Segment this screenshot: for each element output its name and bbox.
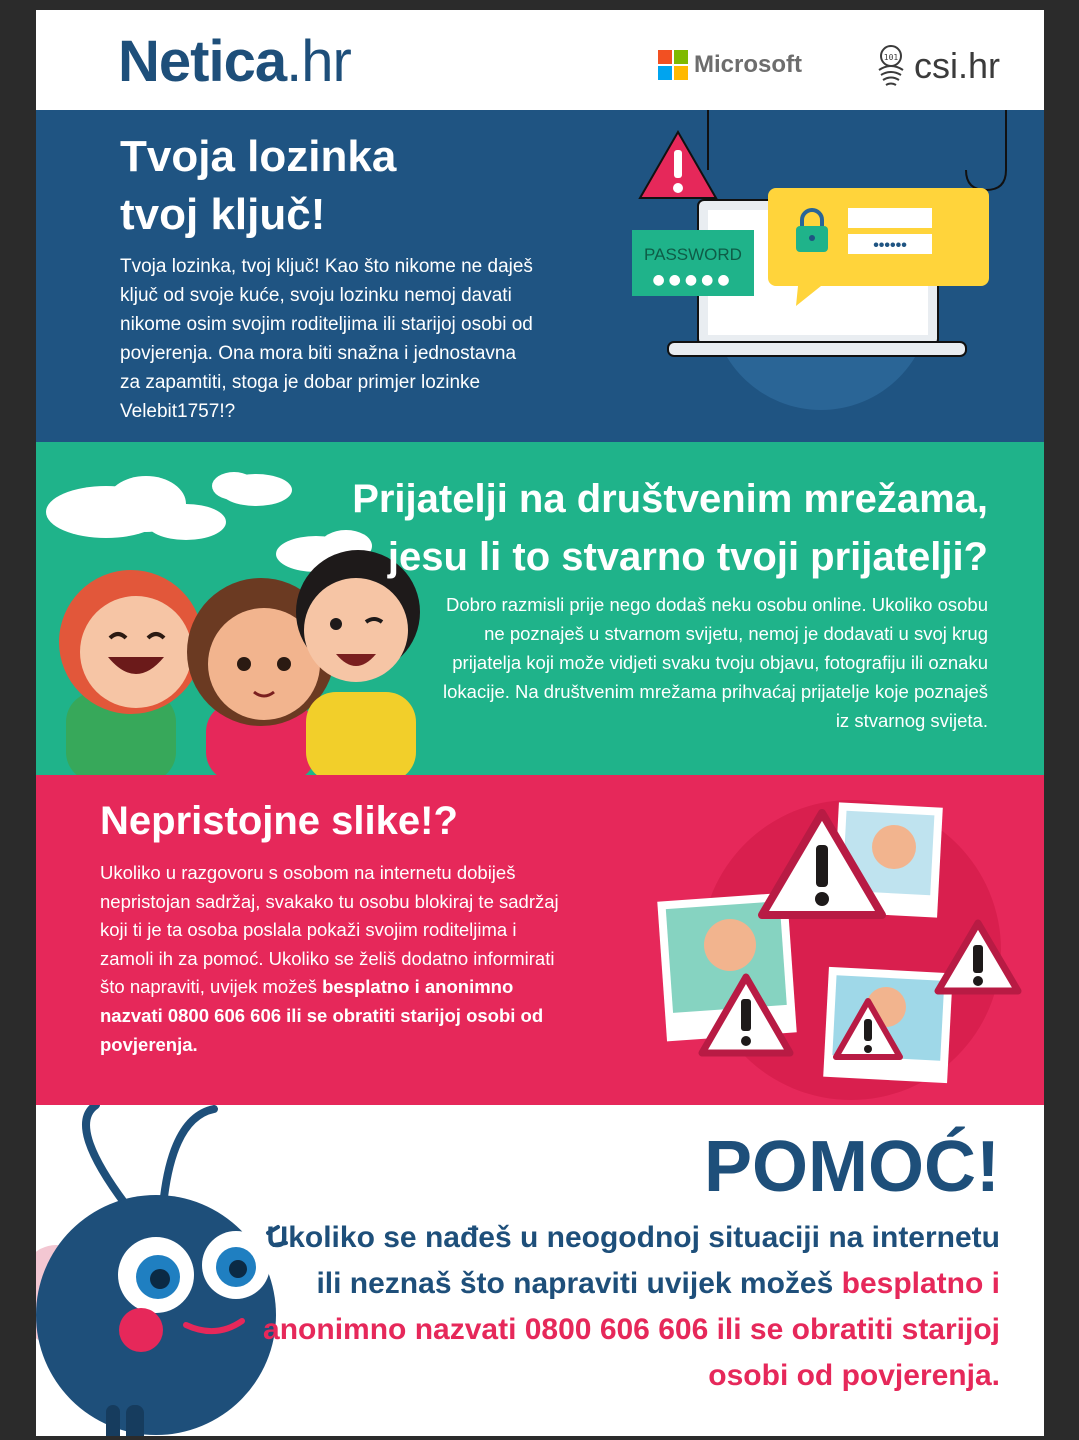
- microsoft-label: Microsoft: [694, 51, 802, 78]
- csi-logo[interactable]: [874, 44, 1000, 88]
- hotline-text: besplatno i anonimno nazvati 0800 606 606 ili se obratiti starijoj osobi od povjerenja.: [100, 976, 544, 1055]
- netica-logo[interactable]: [118, 28, 351, 95]
- help-body: [240, 1215, 1000, 1399]
- infographic-page: [36, 10, 1044, 1436]
- svg-text:101: 101: [883, 53, 899, 62]
- password-body: Tvoja lozinka, tvoj ključ! Kao što nikome ne daješ ključ od svoje kuće, svoju lozinku nemoj davati nikome osim svojim roditeljima ili starijoj osobi od povjerenja. Ona mora biti snažna i jednostavna za zapamtiti, stoga je dobar primjer lozinke Velebit1757!?: [120, 256, 533, 422]
- help-title: POMOĆ!: [704, 1127, 1000, 1207]
- fingerprint-icon: [874, 44, 908, 88]
- help-section: [36, 1105, 1044, 1436]
- cloud-icon: [46, 472, 372, 572]
- images-body: Ukoliko u razgovoru s osobom na internetu dobiješ nepristojan sadržaj, svakako tu osobu blokiraj te sadržaj koji ti je ta osoba poslala pokaži svojim roditeljima i zamoli ih za pomoć. Ukoliko se želiš dodatno informirati što napraviti, uvijek možeš besplatno i anonimno nazvati 0800 606 606 ili se obratiti starijoj osobi od povjerenja.: [100, 862, 559, 1055]
- svg-text:••••••: ••••••: [873, 237, 907, 254]
- svg-text:●●●●●: ●●●●●: [652, 272, 734, 288]
- csi-label: csi.hr: [914, 45, 1001, 86]
- help-text-blue: Ukoliko se nađeš u neogodnoj situaciji na internetu ili neznaš što napraviti uvijek možeš: [266, 1221, 1000, 1300]
- images-section: [36, 775, 1044, 1105]
- password-title: Tvoja lozinka tvoj ključ!: [120, 132, 397, 239]
- help-hotline-text: besplatno i anonimno nazvati 0800 606 606 ili se obratiti starijoj osobi od povjerenja.: [263, 1267, 1000, 1392]
- friends-title: Prijatelji na društvenim mrežama, jesu li to stvarno tvoji prijatelji?: [352, 477, 988, 579]
- password-section: [36, 110, 1044, 442]
- logo-suffix: .hr: [286, 29, 351, 94]
- microsoft-icon: [658, 50, 688, 80]
- kid-redhead: [59, 570, 203, 775]
- friends-section: [36, 442, 1044, 775]
- logo-main: Netica: [118, 29, 287, 94]
- header: [36, 10, 1044, 110]
- warning-icon: [640, 132, 716, 198]
- svg-text:PASSWORD: PASSWORD: [644, 245, 742, 264]
- warning-photos-illustration: [636, 775, 1044, 1105]
- images-title: Nepristojne slike!?: [100, 799, 458, 843]
- friends-body: Dobro razmisli prije nego dodaš neku osobu online. Ukoliko osobu ne poznaješ u stvarnom svijetu, nemoj je dodavati u svoj krug prijatelja koji može vidjeti svaku tvoju objavu, fotografiju ili oznaku lokacije. Na društvenim mrežama prihvaćaj prijatelje koje poznaješ iz stvarnog svijeta.: [443, 594, 988, 731]
- password-illustration: [626, 110, 1026, 442]
- microsoft-logo[interactable]: [658, 50, 802, 80]
